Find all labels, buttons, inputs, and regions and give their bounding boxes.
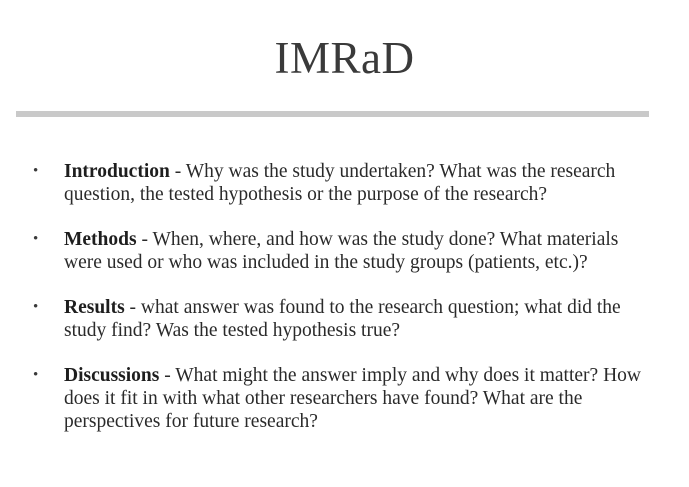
bullet-text: - what answer was found to the research question; what did the study find? Was the tested hypothesis true? [64, 297, 621, 341]
bullet-term: Methods [64, 229, 137, 250]
bullet-icon: • [33, 231, 39, 247]
bullet-list [0, 160, 689, 455]
slide-title: IMRaD [274, 33, 415, 83]
bullet-icon: • [33, 367, 39, 383]
bullet-item-introduction [0, 160, 689, 206]
bullet-item-results [0, 296, 689, 342]
bullet-text: - When, where, and how was the study done? What materials were used or who was included in the study groups (patients, etc.)? [64, 229, 619, 273]
bullet-text: - Why was the study undertaken? What was the research question, the tested hypothesis or the purpose of the research? [64, 161, 616, 205]
bullet-icon: • [33, 299, 39, 315]
bullet-term: Introduction [64, 161, 170, 182]
bullet-item-discussions [0, 364, 689, 433]
bullet-term: Results [64, 297, 125, 318]
bullet-item-methods [0, 228, 689, 274]
bullet-text: - What might the answer imply and why does it matter? How does it fit in with what other researchers have found? What are the perspectives for future research? [64, 365, 641, 432]
title-divider [16, 111, 649, 117]
bullet-term: Discussions [64, 365, 160, 386]
bullet-icon: • [33, 163, 39, 179]
